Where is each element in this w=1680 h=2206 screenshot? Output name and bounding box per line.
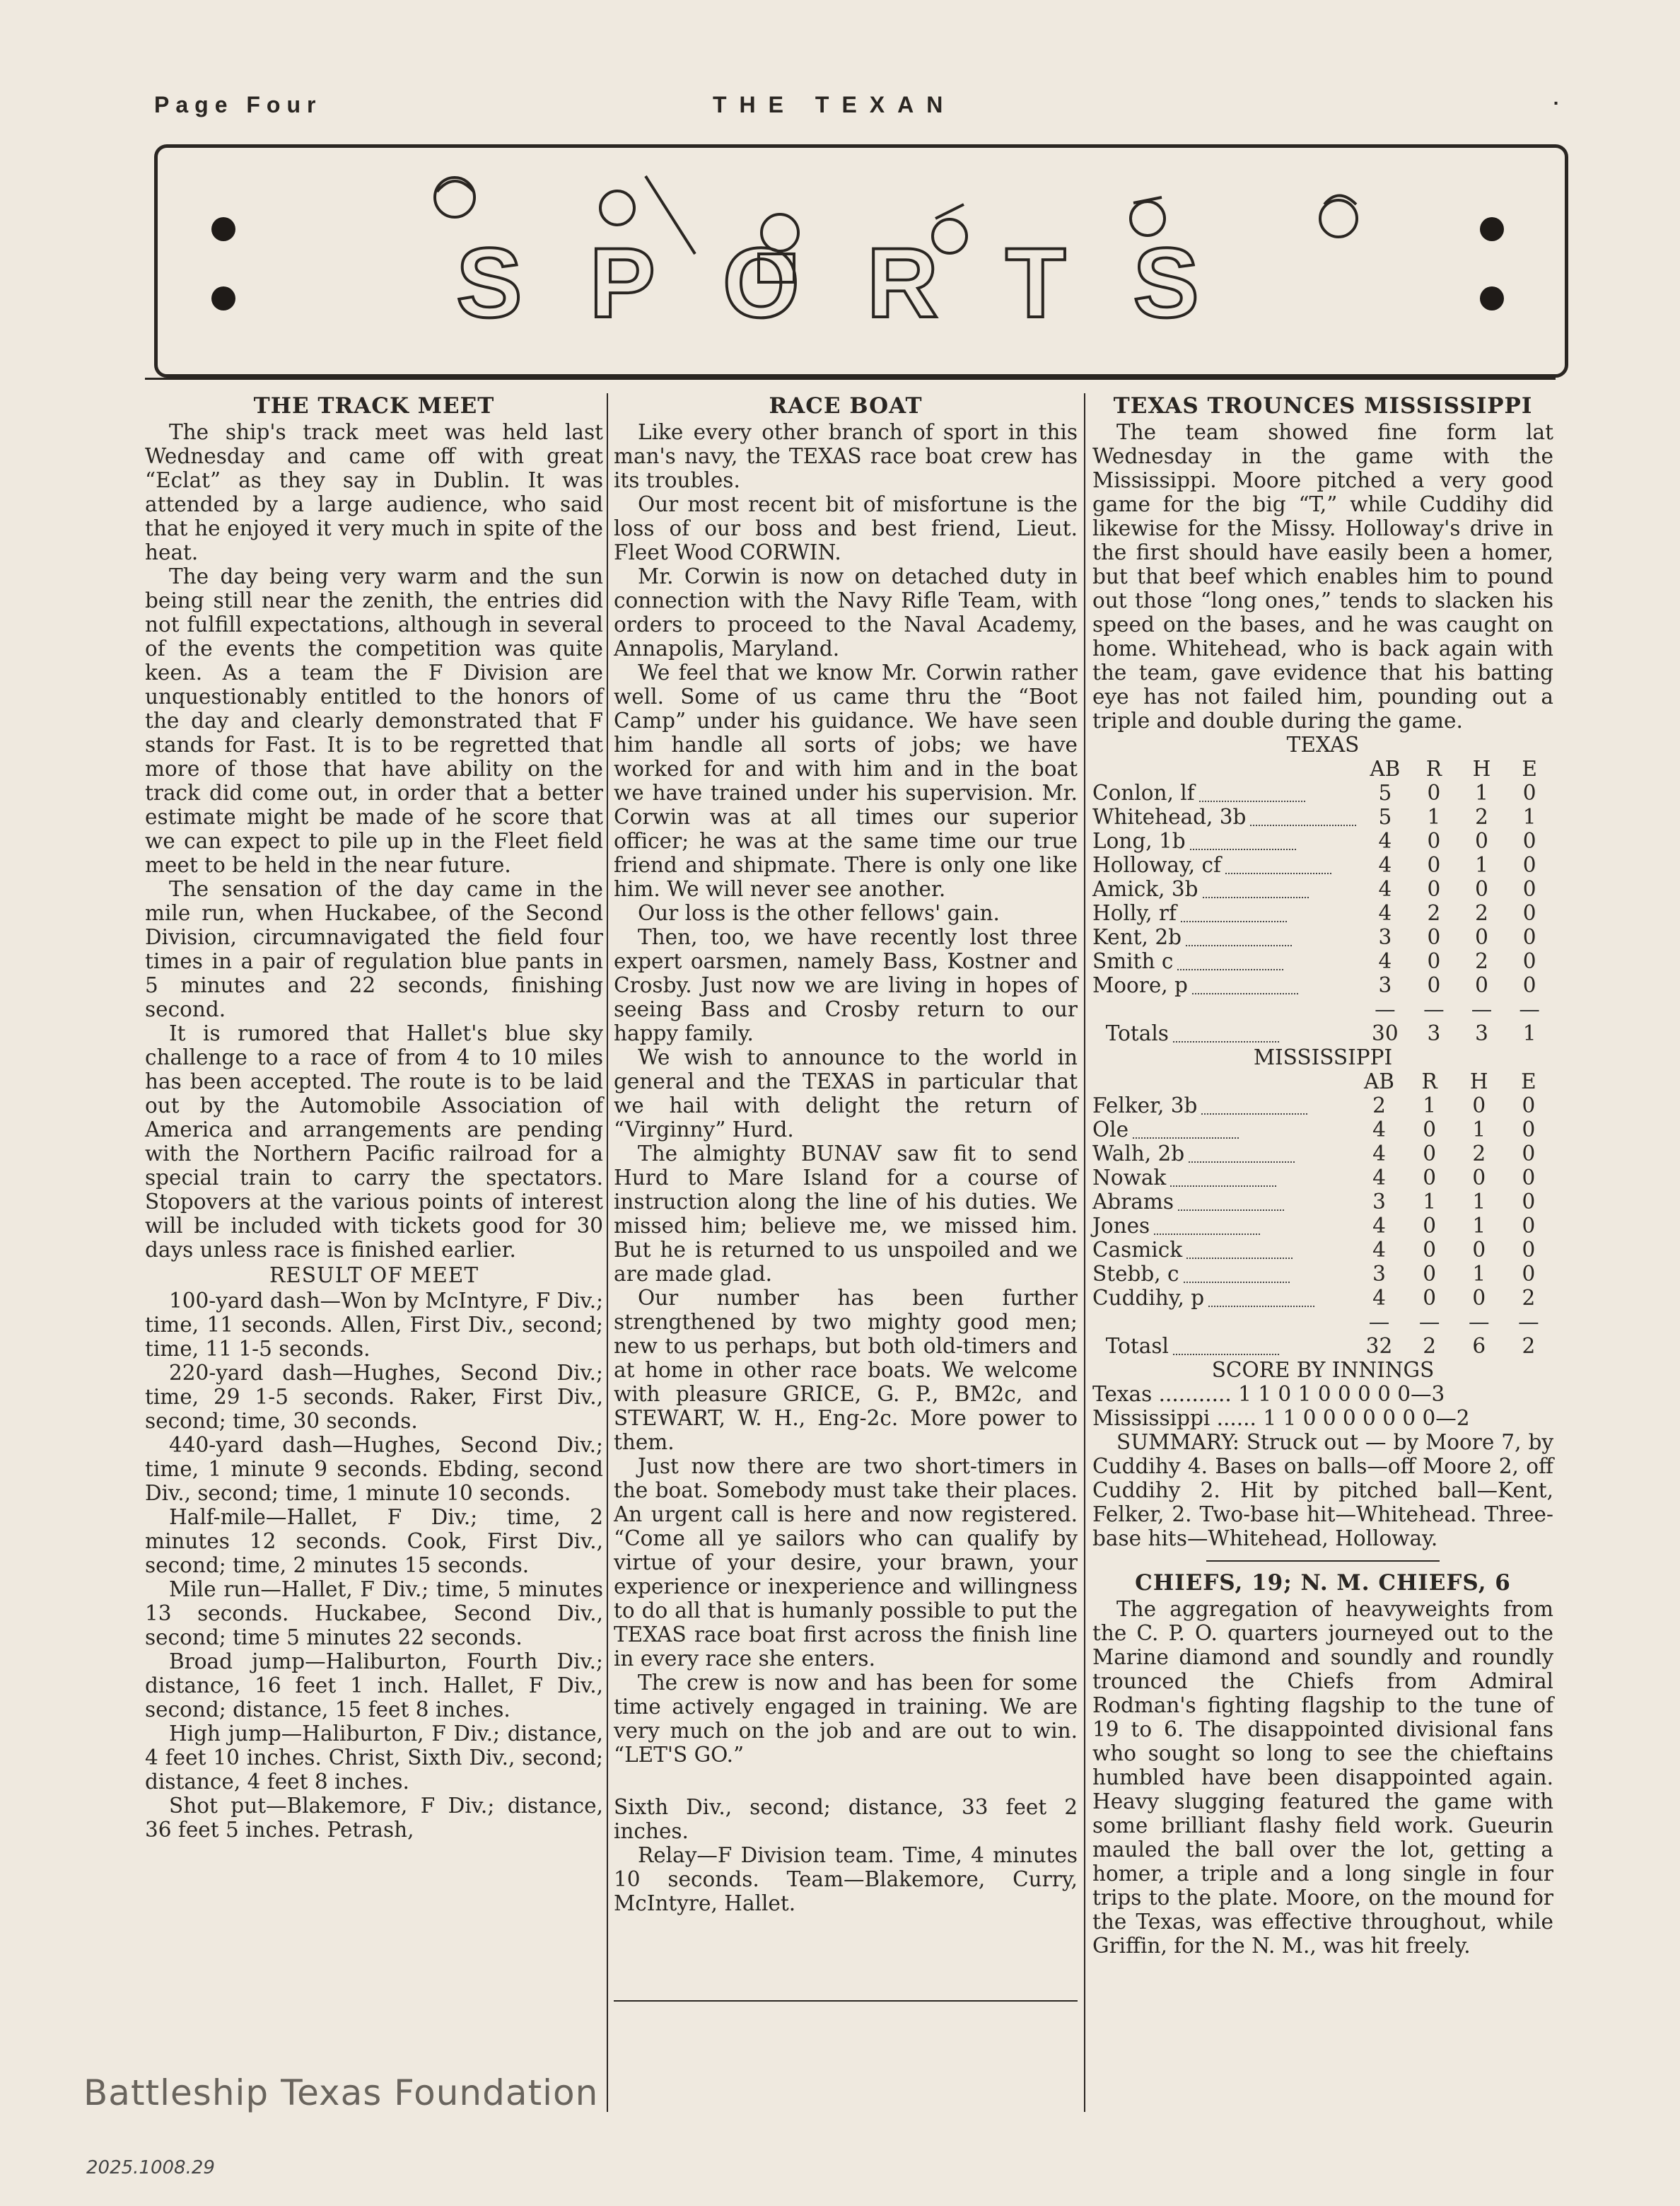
corner-mark: · bbox=[1553, 92, 1560, 114]
track-meet-paragraph: It is rumored that Hallet's blue sky challenge to a race of from 4 to 10 miles has been accepted. The route is to be laid out by the Automobile Association of America and arrangements are pending with the Northern Pacific railroad for a special train to carry the spectators. Stopovers at the various points of interest will be included with tickets good for 30 days unless race is finished earlier. bbox=[145, 1021, 603, 1262]
result-item: 440-yard dash—Hughes, Second Div.; time, 1 minute 9 seconds. Ebding, second Div., second; time, 1 minute 10 seconds. bbox=[145, 1433, 603, 1505]
race-boat-paragraph: Our number has been further strengthened by two mighty good men; new to us perhaps, but both old-timers and at home in other race boats. We welcome with pleasure GRICE, G. P., BM2c, and STEWART, W. H., Eng-2c. More power to them. bbox=[614, 1286, 1078, 1454]
player-row: Felker, 3b 2 1 0 0 bbox=[1092, 1093, 1536, 1117]
player-row: Long, 1b 4 0 0 0 bbox=[1092, 829, 1536, 853]
box-header-row: AB R H E bbox=[1363, 1069, 1536, 1093]
column-divider-2 bbox=[1084, 393, 1085, 2112]
track-results-continued: Sixth Div., second; distance, 33 feet 2 inches. bbox=[614, 1795, 1078, 1843]
dash-row: — — — — bbox=[1368, 1310, 1539, 1334]
accession-number: 2025.1008.29 bbox=[86, 2157, 215, 2178]
race-boat-paragraph: Mr. Corwin is now on detached duty in connection with the Navy Rifle Team, with orders to proceed to the Naval Academy, Annapolis, Maryland. bbox=[614, 564, 1078, 661]
innings-title: SCORE BY INNINGS bbox=[1211, 1358, 1435, 1382]
player-row: Holloway, cf 4 0 1 0 bbox=[1092, 853, 1536, 877]
race-boat-end-rule bbox=[614, 2000, 1078, 2002]
mississippi-box-score bbox=[1092, 1069, 1553, 1358]
race-boat-paragraph: Our most recent bit of misfortune is the loss of our boss and best friend, Lieut. Fleet Wood CORWIN. bbox=[614, 492, 1078, 564]
race-boat-paragraph: Our loss is the other fellows' gain. bbox=[638, 901, 1000, 925]
race-boat-paragraph: The crew is now and has been for some time actively engaged in training. We are very much on the job and are out to win. “LET'S GO.” bbox=[614, 1671, 1078, 1767]
section-divider bbox=[1206, 1560, 1440, 1562]
track-results-continued: Relay—F Division team. Time, 4 minutes 10 seconds. Team—Blakemore, Curry, McIntyre, Hallet. bbox=[614, 1843, 1078, 1915]
game-summary: SUMMARY: Struck out — by Moore 7, by Cuddihy 4. Bases on balls—off Moore 2, off Cuddihy 2. Hit by pitched ball—Kent, Felker, 2. Two-base hit—Whitehead. Three-base hits—Whitehead, Holloway. bbox=[1092, 1430, 1553, 1550]
result-item: Half-mile—Hallet, F Div.; time, 2 minutes 12 seconds. Cook, First Div., second; time, 2 minutes 15 seconds. bbox=[145, 1505, 603, 1577]
player-row: Walh, 2b 4 0 2 0 bbox=[1092, 1142, 1536, 1166]
race-boat-column bbox=[614, 393, 1078, 1915]
chiefs-game-paragraph: The aggregation of heavyweights from the C. P. O. quarters journeyed out to the Marine diamond and soundly and roundly trounced the Chiefs from Admiral Rodman's fighting flagship to the tune of 19 to 6. The disappointed divisional fans who sought so long to see the chieftains humbled have been disappointed again. Heavy slugging featured the game with some brilliant flashy field work. Gueurin mauled the ball over the lot, getting a homer, a triple and a long single in four trips to the plate. Moore, on the mound for the Texas, was effective throughout, while Griffin, for the N. M., was hit freely. bbox=[1092, 1597, 1553, 1958]
track-meet-title: THE TRACK MEET bbox=[253, 393, 495, 419]
banner-underline-rule bbox=[145, 378, 1556, 380]
page-header bbox=[154, 92, 1560, 127]
result-item: Shot put—Blakemore, F Div.; distance, 36 feet 5 inches. Petrash, bbox=[145, 1794, 603, 1842]
player-row: Cuddihy, p 4 0 0 2 bbox=[1092, 1286, 1536, 1310]
track-meet-paragraph: The day being very warm and the sun being still near the zenith, the entries did not fulfill expectations, although in several of the events the competition was quite keen. As a team the F Division are unquestionably entitled to the honors of the day and clearly demonstrated that F stands for Fast. It is to be regretted that more of those that have ability on the track did come out, in order that a better estimate might be made of he score that we can expect to pile up in the Fleet field meet to be held in the near future. bbox=[145, 564, 603, 877]
innings-line: Mississippi ...... 1 1 0 0 0 0 0 0 0—2 bbox=[1092, 1406, 1470, 1430]
race-boat-paragraph: Just now there are two short-timers in the boat. Somebody must take their places. An urgent call is here and now registered. “Come all ye sailors who can qualify by virtue of your desire, your brawn, your experience or inexperience and willingness to do all that is humanly possible to put the TEXAS race boat first across the finish line in every race she enters. bbox=[614, 1454, 1078, 1671]
texas-box-score bbox=[1092, 757, 1553, 1045]
track-meet-column bbox=[145, 393, 603, 1842]
banner-cartoon-illustration bbox=[158, 148, 1565, 374]
player-row: Amick, 3b 4 0 0 0 bbox=[1092, 877, 1536, 901]
player-row: Whitehead, 3b 5 1 2 1 bbox=[1092, 805, 1536, 829]
baseball-column bbox=[1092, 393, 1553, 1958]
result-item: 100-yard dash—Won by McIntyre, F Div.; time, 11 seconds. Allen, First Div., second; time, 11 1-5 seconds. bbox=[145, 1289, 604, 1361]
box-header-row: AB R H E bbox=[1370, 757, 1537, 781]
totals-row: Totals 30 3 3 1 bbox=[1105, 1021, 1536, 1045]
sports-banner bbox=[154, 144, 1568, 378]
totals-row: Totasl 32 2 6 2 bbox=[1105, 1334, 1536, 1358]
result-item: Mile run—Hallet, F Div.; time, 5 minutes 13 seconds. Huckabee, Second Div., second; time 5 minutes 22 seconds. bbox=[145, 1577, 603, 1649]
player-row: Kent, 2b 3 0 0 0 bbox=[1092, 925, 1536, 949]
column-divider-1 bbox=[607, 393, 608, 2112]
dash-row: — — — — bbox=[1375, 997, 1540, 1021]
texas-box-label: TEXAS bbox=[1286, 733, 1360, 757]
foundation-watermark: Battleship Texas Foundation bbox=[83, 2072, 599, 2113]
player-row: Abrams 3 1 1 0 bbox=[1092, 1190, 1536, 1214]
track-meet-paragraph: The sensation of the day came in the mile run, when Huckabee, of the Second Division, circumnavigated the field four times in a pair of regulation blue pants in 5 minutes and 22 seconds, finishing second. bbox=[145, 877, 603, 1021]
player-row: Stebb, c 3 0 1 0 bbox=[1092, 1262, 1536, 1286]
result-item: 220-yard dash—Hughes, Second Div.; time, 29 1-5 seconds. Raker, First Div., second; time, 30 seconds. bbox=[145, 1361, 603, 1433]
race-boat-paragraph: We feel that we know Mr. Corwin rather well. Some of us came thru the “Boot Camp” under his guidance. We have seen him handle all sorts of jobs; we have worked for and with him and in the boat we have trained under his supervision. Mr. Corwin was at all times our superior officer; he was at the same time our true friend and shipmate. There is only one like him. We will never see another. bbox=[614, 661, 1078, 901]
page-number-label: Page Four bbox=[154, 92, 322, 117]
race-boat-paragraph: Like every other branch of sport in this man's navy, the TEXAS race boat crew has its troubles. bbox=[614, 420, 1078, 492]
player-row: Casmick 4 0 0 0 bbox=[1092, 1238, 1536, 1262]
mississippi-box-label: MISSISSIPPI bbox=[1253, 1045, 1393, 1069]
race-boat-paragraph: The almighty BUNAV saw fit to send Hurd to Mare Island for a course of instruction along the line of his duties. We missed him; believe me, we missed him. But he is returned to us unspoiled and we are made glad. bbox=[614, 1142, 1078, 1286]
player-row: Moore, p 3 0 0 0 bbox=[1092, 973, 1536, 997]
masthead-title: THE TEXAN bbox=[713, 92, 956, 117]
player-row: Ole 4 0 1 0 bbox=[1092, 1117, 1536, 1142]
texas-game-paragraph: The team showed fine form lat Wednesday in the game with the Mississippi. Moore pitched a very good game for the big “T,” while Cuddihy did likewise for the Missy. Holloway's drive in the first should have easily been a homer, but that beef which enables him to pound out those “long ones,” tends to slacken his speed on the bases, and he was caught on home. Whitehead, who is back again with the team, gave evidence that his batting eye has not failed him, pounding out a triple and double during the game. bbox=[1092, 420, 1553, 733]
result-item: High jump—Haliburton, F Div.; distance, 4 feet 10 inches. Christ, Sixth Div., second; distance, 4 feet 8 inches. bbox=[145, 1722, 603, 1794]
texas-game-title: TEXAS TROUNCES MISSISSIPPI bbox=[1113, 393, 1533, 419]
player-row: Nowak 4 0 0 0 bbox=[1092, 1166, 1536, 1190]
banner-title: SPORTS bbox=[456, 227, 1266, 338]
player-row: Holly, rf 4 2 2 0 bbox=[1092, 901, 1536, 925]
race-boat-paragraph: We wish to announce to the world in general and the TEXAS in particular that we hail with delight the return of “Virginny” Hurd. bbox=[614, 1045, 1078, 1142]
player-row: Smith c 4 0 2 0 bbox=[1092, 949, 1536, 973]
chiefs-game-title: CHIEFS, 19; N. M. CHIEFS, 6 bbox=[1135, 1570, 1511, 1596]
results-title: RESULT OF MEET bbox=[269, 1263, 479, 1287]
result-item: Broad jump—Haliburton, Fourth Div.; distance, 16 feet 1 inch. Hallet, F Div., second; distance, 15 feet 8 inches. bbox=[145, 1649, 603, 1722]
player-row: Jones 4 0 1 0 bbox=[1092, 1214, 1536, 1238]
player-row: Conlon, lf 5 0 1 0 bbox=[1092, 781, 1536, 805]
innings-line: Texas ........... 1 1 0 1 0 0 0 0 0—3 bbox=[1092, 1382, 1445, 1406]
track-meet-paragraph: The ship's track meet was held last Wednesday and came off with great “Eclat” as they say in Dublin. It was attended by a large audience, who said that he enjoyed it very much in spite of the heat. bbox=[145, 420, 603, 564]
race-boat-paragraph: Then, too, we have recently lost three expert oarsmen, namely Bass, Kostner and Crosby. Just now we are living in hopes of seeing Bass and Crosby return to our happy family. bbox=[614, 925, 1078, 1045]
race-boat-title: RACE BOAT bbox=[769, 393, 923, 419]
